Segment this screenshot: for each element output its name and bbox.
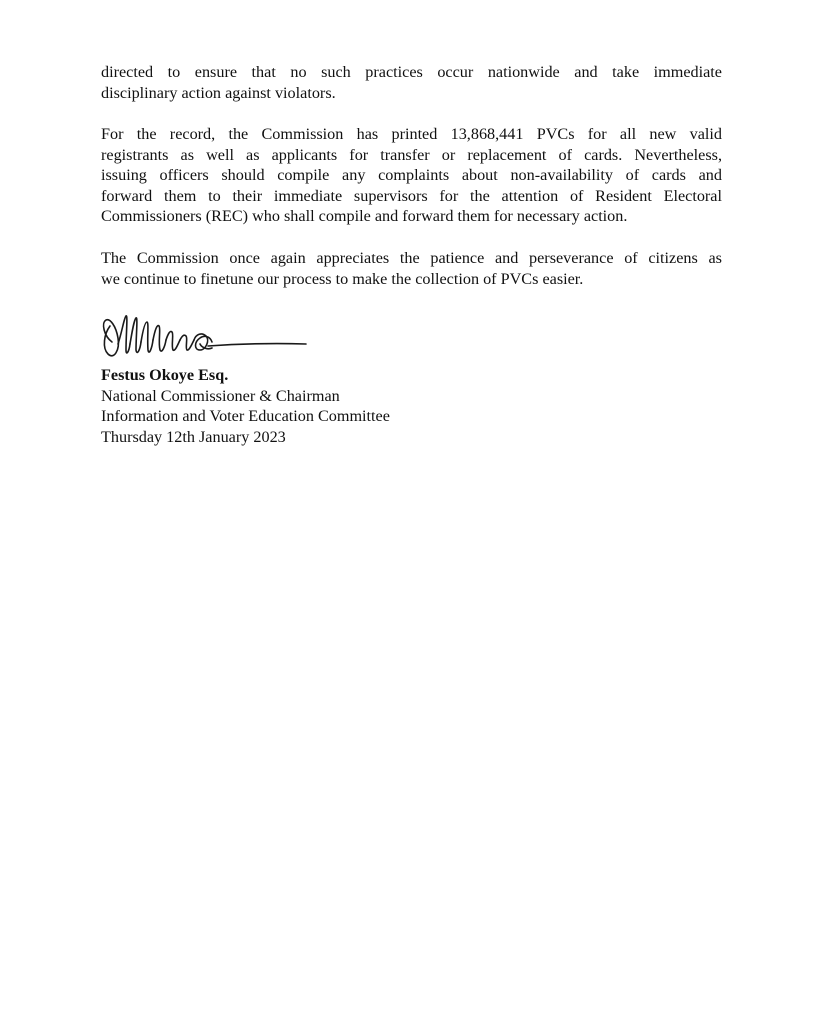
paragraph-line: forward them to their immediate supervisors for the attention of Resident Electoral bbox=[101, 186, 722, 205]
paragraph-line: registrants as well as applicants for transfer or replacement of cards. Nevertheless, bbox=[101, 145, 722, 164]
paragraph-line: Commissioners (REC) who shall compile and forward them for necessary action. bbox=[101, 207, 628, 226]
paragraph-appreciation bbox=[101, 248, 722, 289]
paragraph-line: we continue to finetune our process to make the collection of PVCs easier. bbox=[101, 269, 584, 288]
signatory-committee: Information and Voter Education Committee bbox=[101, 407, 390, 426]
signatory-date: Thursday 12th January 2023 bbox=[101, 427, 286, 446]
paragraph-line: disciplinary action against violators. bbox=[101, 83, 336, 102]
paragraph-pvc-printing bbox=[101, 124, 722, 227]
paragraph-line: issuing officers should compile any complaints about non-availability of cards and bbox=[101, 166, 722, 185]
signatory-block bbox=[101, 365, 390, 447]
paragraph-disciplinary-action bbox=[101, 62, 722, 103]
signatory-name: Festus Okoye Esq. bbox=[101, 366, 229, 384]
signatory-title: National Commissioner & Chairman bbox=[101, 386, 340, 405]
paragraph-line: directed to ensure that no such practices occur nationwide and take immediate bbox=[101, 63, 722, 81]
paragraph-line: For the record, the Commission has printed 13,868,441 PVCs for all new valid bbox=[101, 125, 722, 143]
signature-icon bbox=[96, 304, 316, 366]
paragraph-line: The Commission once again appreciates the patience and perseverance of citizens as bbox=[101, 249, 722, 267]
